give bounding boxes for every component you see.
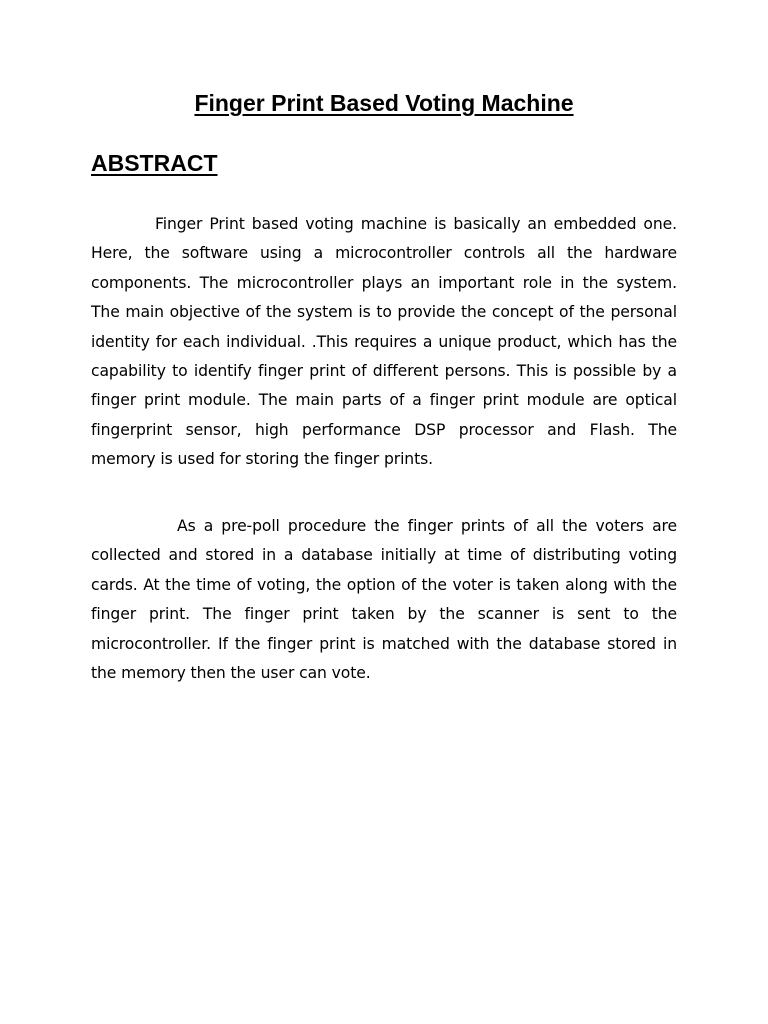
document-title: Finger Print Based Voting Machine: [194, 90, 574, 116]
abstract-paragraph-2: As a pre-poll procedure the finger prints of all the voters are collected and stored in a database initially at time of distributing voting cards. At the time of voting, the option of the voter is taken along with the finger print. The finger print taken by the scanner is sent to the microcontroller. If the finger print is matched with the database stored in the memory then the user can vote.: [91, 517, 677, 683]
abstract-paragraph-1: Finger Print based voting machine is basically an embedded one. Here, the software using a microcontroller controls all the hardware components. The microcontroller plays an important role in the system. The main objective of the system is to provide the concept of the personal identity for each individual. .This requires a unique product, which has the capability to identify finger print of different persons. This is possible by a finger print module. The main parts of a finger print module are optical fingerprint sensor, high performance DSP processor and Flash. The memory is used for storing the finger prints.: [91, 215, 677, 469]
abstract-heading: ABSTRACT: [91, 150, 218, 176]
